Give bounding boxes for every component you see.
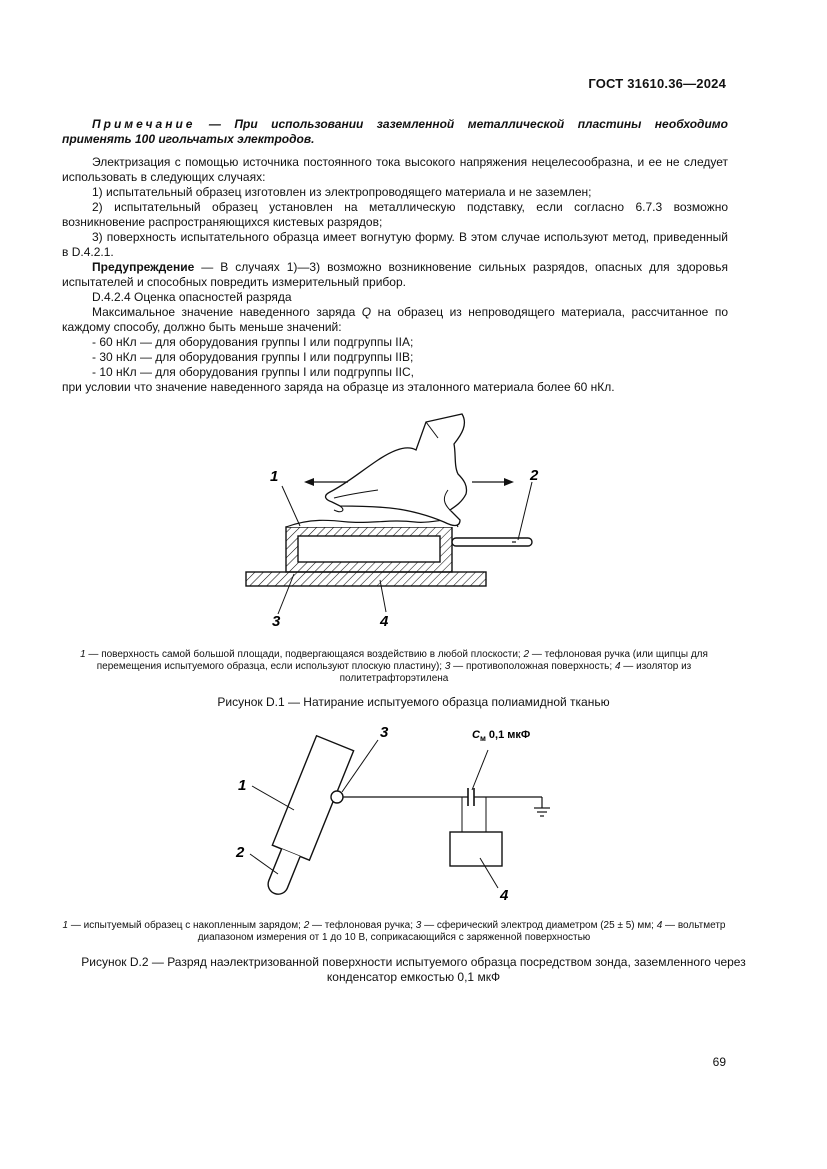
limit-item-iib: - 30 нКл — для оборудования группы I или подгруппы IIB; bbox=[92, 350, 414, 364]
charge-symbol: Q bbox=[361, 305, 372, 319]
section-heading: D.4.2.4 Оценка опасностей разряда bbox=[92, 290, 292, 304]
insulator-plate bbox=[246, 572, 486, 586]
case-1: 1) испытательный образец изготовлен из электропроводящего материала и не заземлен; bbox=[92, 185, 592, 199]
limit-item-iic: - 10 нКл — для оборудования группы I или подгруппы IIC, bbox=[92, 365, 414, 379]
legend2-num-1: 1 bbox=[62, 920, 69, 931]
standard-header: ГОСТ 31610.36—2024 bbox=[588, 76, 726, 91]
note-text: — При использовании заземленной металлической пластины необходимо применять 100 игольчатых электродов. bbox=[62, 117, 728, 146]
legend2-text-4: — вольтметр диапазоном измерения от 1 до 10 В, соприкасающийся с заряженной поверхностью bbox=[197, 920, 726, 943]
hand-outline bbox=[326, 414, 467, 526]
legend1-num-4: 4 bbox=[614, 661, 621, 672]
fig2-label-1: 1 bbox=[238, 777, 247, 794]
legend2-num-3: 3 bbox=[415, 920, 422, 931]
legend2-text-1: — испытуемый образец с накопленным зарядом; bbox=[68, 920, 304, 931]
legend1-num-3: 3 bbox=[444, 661, 451, 672]
fig1-label-4: 4 bbox=[380, 613, 389, 630]
legend2-text-2: — тефлоновая ручка; bbox=[309, 920, 416, 931]
paragraph-max-charge bbox=[62, 305, 728, 335]
note-paragraph bbox=[62, 117, 728, 147]
legend1-text-1: — поверхность самой большой площади, подвергающаяся воздействию в любой плоскости; bbox=[85, 649, 524, 660]
capacitor-label bbox=[472, 729, 530, 743]
legend1-num-1: 1 bbox=[80, 649, 86, 660]
capacitor-symbol: C bbox=[472, 729, 480, 741]
voltmeter bbox=[450, 832, 502, 866]
legend1-text-4: — изолятор из политетрафторэтилена bbox=[339, 661, 692, 684]
legend1-text-2: — тефлоновая ручка (или щипцы для перемещения испытуемого образца, если используют плоскую пластину); bbox=[96, 649, 708, 672]
case-3: 3) поверхность испытательного образца имеет вогнутую форму. В этом случае используют метод, приведенный в D.4.2.1. bbox=[62, 230, 728, 259]
legend1-num-2: 2 bbox=[523, 649, 530, 660]
warning-text: — В случаях 1)—3) возможно возникновение сильных разрядов, опасных для здоровья испытателей и способных повредить измерительный прибор. bbox=[62, 260, 728, 289]
fig2-label-3: 3 bbox=[380, 724, 389, 741]
fig1-label-3: 3 bbox=[272, 613, 281, 630]
fig1-label-2: 2 bbox=[530, 467, 539, 484]
figure-d1-legend bbox=[58, 649, 730, 685]
legend1-text-3: — противоположная поверхность; bbox=[450, 661, 615, 672]
spherical-electrode bbox=[331, 791, 343, 803]
paragraph-condition: при условии что значение наведенного заряда на образце из эталонного материала более 60 нКл. bbox=[62, 380, 615, 394]
warning-paragraph bbox=[62, 260, 728, 290]
figure-d1-drawing bbox=[230, 410, 539, 638]
figure-d2 bbox=[230, 720, 570, 910]
specimen-inner bbox=[298, 536, 440, 562]
note-label: Примечание bbox=[92, 117, 196, 131]
warning-label: Предупреждение bbox=[92, 260, 195, 274]
max-charge-text-a: Максимальное значение наведенного заряда bbox=[92, 305, 362, 319]
legend2-num-4: 4 bbox=[656, 920, 663, 931]
fig2-label-2: 2 bbox=[236, 844, 245, 861]
body-text bbox=[62, 117, 728, 395]
paragraph-electrization: Электризация с помощью источника постоянного тока высокого напряжения нецелесообразна, и ее не следует использовать в следующих случаях: bbox=[62, 155, 728, 184]
limit-item-iia: - 60 нКл — для оборудования группы I или подгруппы IIA; bbox=[92, 335, 414, 349]
page-number: 69 bbox=[712, 1055, 726, 1069]
figure-d2-legend bbox=[58, 920, 730, 944]
max-charge-text-b: на образец из непроводящего материала, рассчитанное по каждому способу, должно быть меньше значений: bbox=[62, 305, 728, 334]
teflon-handle-2 bbox=[265, 849, 300, 897]
figure-d1-caption: Рисунок D.1 — Натирание испытуемого образца полиамидной тканью bbox=[217, 695, 610, 709]
figure-d2-drawing bbox=[230, 720, 570, 910]
figure-d1 bbox=[230, 410, 539, 638]
capacitor-value: 0,1 мкФ bbox=[485, 729, 531, 741]
figure-d2-caption: Рисунок D.2 — Разряд наэлектризованной поверхности испытуемого образца посредством зонда, заземленного через конденсатор емкостью 0,1 мкФ bbox=[81, 955, 746, 984]
case-2: 2) испытательный образец установлен на металлическую подставку, если согласно 6.7.3 возможно возникновение распространяющихся кистевых разрядов; bbox=[62, 200, 728, 229]
legend2-text-3: — сферический электрод диаметром (25 ± 5) мм; bbox=[421, 920, 657, 931]
fig1-label-1: 1 bbox=[270, 468, 279, 485]
polyamide-cloth bbox=[286, 520, 458, 527]
legend2-num-2: 2 bbox=[303, 920, 310, 931]
capacitor-subscript: м bbox=[479, 734, 486, 743]
fig2-label-4: 4 bbox=[500, 887, 509, 904]
teflon-handle bbox=[452, 538, 532, 546]
